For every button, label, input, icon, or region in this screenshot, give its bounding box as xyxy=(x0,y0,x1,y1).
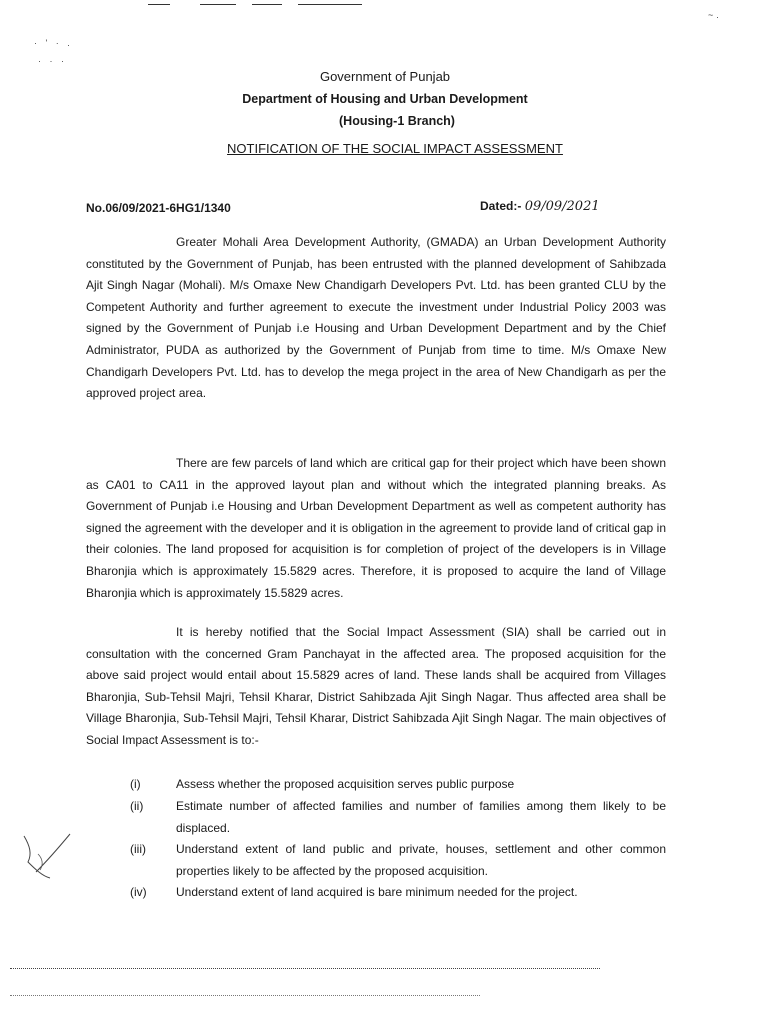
paragraph-critical-gap: There are few parcels of land which are critical gap for their project which have been shown as CA01 to CA11 in the approved layout plan and without which the integrated planning breaks. As Government of Punjab i.e Housing and Urban Development Department as well as competent authority has signed the agreement with the developer and it is obligation in the agreement to provide land of critical gap in their colonies. The land proposed for acquisition is for completion of project of the developers is in Village Bharonjia which is approximately 15.5829 acres. Therefore, it is proposed to acquire the land of Village Bharonjia which is approximately 15.5829 acres. xyxy=(86,456,666,600)
scan-specks: · · · xyxy=(38,56,67,66)
objective-number: (iii) xyxy=(130,842,146,856)
objective-number: (i) xyxy=(130,777,141,791)
objective-number: (iv) xyxy=(130,885,147,899)
branch-heading: (Housing-1 Branch) xyxy=(339,114,455,128)
dated-label: Dated:- xyxy=(480,199,522,213)
objective-text: Understand extent of land public and private, houses, settlement and other common properties likely to be affected by the proposed acquisition. xyxy=(176,842,666,878)
scan-artifact-top-line xyxy=(252,4,282,5)
handwritten-initials-mark xyxy=(20,832,76,882)
scan-artifact-top-line xyxy=(200,4,236,5)
dated-value: 09/09/2021 xyxy=(524,199,600,214)
scan-artifact-bottom-line xyxy=(10,995,480,996)
objective-text: Estimate number of affected families and number of families among them likely to be displaced. xyxy=(176,799,666,835)
scan-specks: · ' · . xyxy=(34,38,73,48)
date-line xyxy=(480,199,600,214)
scan-artifact-bottom-line xyxy=(10,968,600,969)
objective-text: Understand extent of land acquired is bare minimum needed for the project. xyxy=(176,885,578,899)
scan-artifact-top-line xyxy=(148,4,170,5)
reference-number: No.06/09/2021-6HG1/1340 xyxy=(86,201,231,215)
paragraph-gmada: Greater Mohali Area Development Authority, (GMADA) an Urban Development Authority constituted by the Government of Punjab, has been entrusted with the planned development of Sahibzada Ajit Singh Nagar (Mohali). M/s Omaxe New Chandigarh Developers Pvt. Ltd. has been granted CLU by the Competent Authority and further agreement to execute the investment under Industrial Policy 2003 was signed by the Government of Punjab i.e Housing and Urban Development Department and by the Chief Administrator, PUDA as authorized by the Government of Punjab from time to time. M/s Omaxe New Chandigarh Developers Pvt. Ltd. has to develop the mega project in the area of New Chandigarh as per the approved project area. xyxy=(86,235,666,401)
department-heading: Department of Housing and Urban Development xyxy=(242,92,528,106)
scan-specks: ~. xyxy=(708,10,722,20)
scan-artifact-top-line xyxy=(298,4,362,5)
objective-text: Assess whether the proposed acquisition serves public purpose xyxy=(176,777,515,791)
government-heading: Government of Punjab xyxy=(319,69,451,84)
paragraph-sia-notice: It is hereby notified that the Social Impact Assessment (SIA) shall be carried out in consultation with the concerned Gram Panchayat in the affected area. The proposed acquisition for the above said project would entail about 15.5829 acres of land. These lands shall be acquired from Villages Bharonjia, Sub-Tehsil Majri, Tehsil Kharar, District Sahibzada Ajit Singh Nagar. Thus affected area shall be Village Bharonjia, Sub-Tehsil Majri, Tehsil Kharar, District Sahibzada Ajit Singh Nagar. The main objectives of Social Impact Assessment is to:- xyxy=(86,625,666,747)
notification-title: NOTIFICATION OF THE SOCIAL IMPACT ASSESSMENT xyxy=(227,141,563,156)
objective-number: (ii) xyxy=(130,799,144,813)
